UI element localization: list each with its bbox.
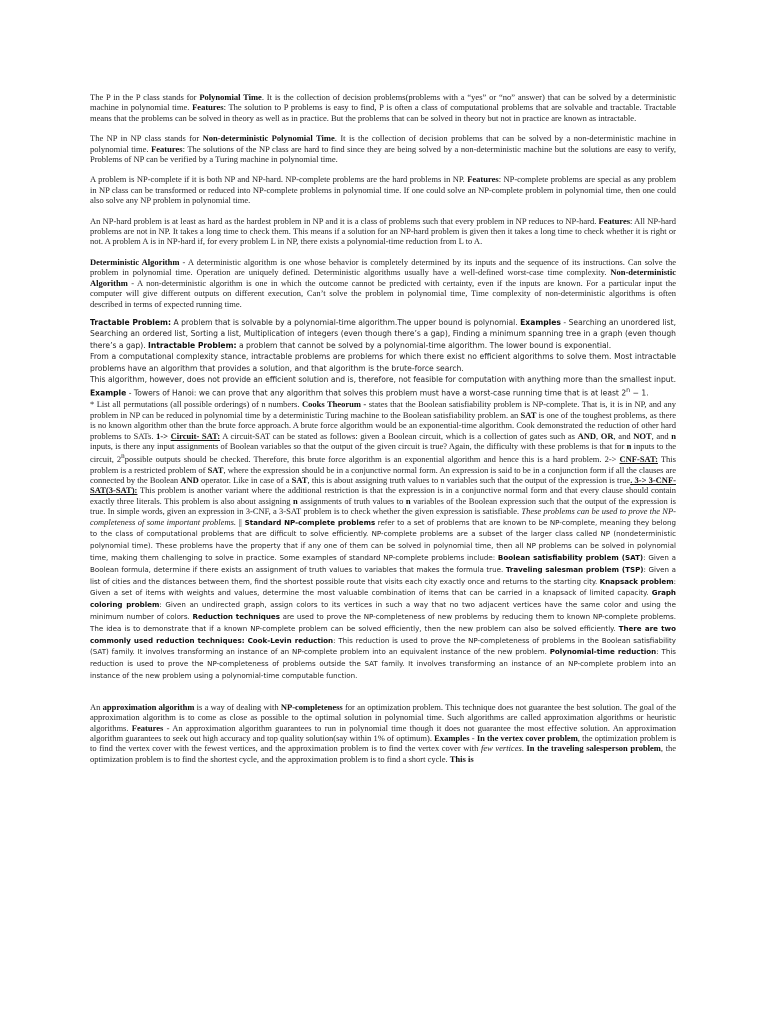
text-run: - <box>469 732 477 743</box>
text-run: is a way of dealing with <box>194 701 281 712</box>
text-run: assignments of truth values to <box>297 495 406 506</box>
text-run: , and <box>613 430 634 441</box>
text-run: This algorithm, however, does not provide an efficient solution and is, therefore, not feasible for computation with anything more than the smallest input. <box>90 374 676 384</box>
text-run: . It is the collection of decision problems(problems with a “yes” or “no” answer) that can be solved by a deterministic machine in polynomial time. <box>90 92 676 113</box>
exponent: n <box>626 387 631 395</box>
term-polynomial-reduction: Polynomial-time reduction <box>549 647 657 657</box>
term-sat: SAT <box>520 409 537 420</box>
term-non-deterministic-algorithm: Non-deterministic Algorithm <box>90 267 676 288</box>
text-run: This problem is a restricted problem of <box>90 454 676 475</box>
term-and: AND <box>180 474 199 485</box>
text-run: : The solution to P problems is easy to find, P is often a class of computational problems that are solvable and tractable. Tractable means that the problems can be solved in theory as well as in practice. But the problems that can be solved in theory but not in practice are known as intractable. <box>90 102 676 123</box>
text-run: : All NP-hard problems are not in NP. It takes a long time to check them. This means if a solution for an NP-hard problem is given then it takes a long time to check whether it is right or not. A problem A is in NP-hard if, for every problem L in NP, there exists a polynomial-time reduction from L to A. <box>90 215 676 247</box>
text-run: || <box>236 516 242 527</box>
text-run: : Given a Boolean formula, determine if there exists an assignment of truth values to variables that makes the formula true. <box>90 552 676 574</box>
term-n: n <box>293 495 298 506</box>
features-label: Features <box>192 102 224 113</box>
italic-term: few vertices <box>480 743 522 754</box>
term-graph-coloring: Graph coloring problem <box>90 588 676 610</box>
text-run: a problem that cannot be solved by a polynomial-time algorithm. The lower bound is exponential. <box>236 340 612 350</box>
term-polynomial-time: Polynomial Time <box>199 92 262 102</box>
text-run: , this is about assigning truth values to n variables such that the output of the expression is true <box>307 474 631 485</box>
text-run: A problem is NP-complete if it is both NP and NP-hard. NP-complete problems are the hard problems in NP. <box>90 174 468 185</box>
features-label: Features <box>467 174 499 185</box>
text-run: : This reduction is used to prove the NP-completeness of problems in the Boolean satisfiability (SAT) family. It involves transforming an instance of an NP-complete problem into an equivalent instance of the new problem. <box>90 635 676 657</box>
text-run: * List all permutations (all possible orderings) of n numbers. <box>90 399 302 410</box>
text-run: inputs, is there any input assignments of Boolean variables so that the output of the given circuit is true? Again, the difficulty with these problems is that for <box>90 440 627 451</box>
text-run: , the optimization problem is to find the vertex cover with the fewest vertices, and the approximation problem is to find the vertex cover with <box>90 732 676 754</box>
text-run: - A deterministic algorithm is one whose behavior is completely determined by its inputs and the sequence of its instructions. Can solve the problem in polynomial time. Operation are uniquely defined. Deterministic algorithms usually have a well-defined worst-case time complexity. <box>90 256 676 278</box>
term-vertex-cover: In the vertex cover problem <box>476 732 578 743</box>
term-intractable-problem: Intractable Problem: <box>148 340 237 350</box>
term-sat: SAT <box>207 464 224 475</box>
term-cooks-theorem: Cooks Theorum - <box>301 399 367 410</box>
term-np-time: Non-deterministic Polynomial Time <box>202 133 335 144</box>
text-run: , where the expression should be in a conjunctive normal form. An expression is said to be in a conjunction form if all the clauses are connected by the Boolean <box>90 464 676 485</box>
text-run: inputs to the circuit, 2 <box>90 440 676 465</box>
term-circuit-sat: Circuit- SAT: <box>170 430 221 441</box>
exponent: n <box>121 452 125 461</box>
text-run: : Given a list of cities and the distances between them, find the shortest possible route that visits each city exactly once and returns to the starting city. <box>90 564 676 586</box>
np-complete-paragraph <box>90 174 676 205</box>
term-deterministic-algorithm: Deterministic Algorithm <box>90 256 180 267</box>
text-run: : Given a set of items with weights and values, determine the most valuable combination of items that can be carried in a knapsack of limited capacity. <box>90 576 676 598</box>
text-run: are used to prove the NP-completeness of new problems by reducing them to known NP-complete problems. The idea is to demonstrate that if a known NP-complete problem can be solved efficiently, then the new problem can also be solved efficiently. <box>90 611 676 633</box>
term-n: n <box>405 495 411 506</box>
text-run: - An approximation algorithm guarantees to run in polynomial time though it does not guarantee the most effective solution. An approximation algorithm guarantees to seek out high accuracy and top quality solution(say within 1% of optimum). <box>90 722 677 743</box>
text-run: , and <box>651 430 672 441</box>
examples-label: Examples <box>520 317 561 327</box>
text-run: : This reduction is used to prove the NP-completeness of problems outside the SAT family. It involves transforming an instance of an NP-complete problem into an instance of the new problem using a polynomial-time computable function. <box>90 647 676 680</box>
term-and: AND <box>577 430 597 441</box>
list-marker: 1-> <box>156 430 171 441</box>
term-traveling-salesperson: In the traveling salesperson problem <box>526 743 661 754</box>
text-run: is one of the toughest problems, as there is no known algorithm other than the brute force approach. A brute force algorithm would be an exponential-time algorithm. Cook demonstrated the reduction of other hard problems to SATs. <box>90 409 676 441</box>
text-run: The NP in NP class stands for <box>90 133 203 144</box>
features-label: Features <box>151 143 183 154</box>
text-run: : Given an undirected graph, assign colors to its vertices in such a way that no two adjacent vertices have the same color and using the minimum number of colors. <box>90 600 676 621</box>
text-run: − 1. <box>630 388 649 398</box>
complexity-stance-paragraph: From a computational complexity stance, intractable problems are problems for which there exist no efficient algorithms to solve them. Most intractable problems have an algorithm that provides a solution, and that algorithm is the brute-force search. <box>90 352 676 373</box>
text-run: - Towers of Hanoi: we can prove that any algorithm that solves this problem must have a worst-case running time that is at least 2 <box>126 388 627 398</box>
approximation-paragraph <box>90 702 676 764</box>
term-cook-levin: There are two commonly used reduction techniques: Cook-Levin reduction <box>90 623 676 645</box>
text-run: . <box>521 743 527 754</box>
term-tractable-problem: Tractable Problem: <box>90 317 172 327</box>
term-n: n <box>671 430 677 441</box>
tractable-paragraph <box>90 317 676 351</box>
term-knapsack: Knapsack problem <box>599 576 674 586</box>
term-not: NOT <box>633 430 652 441</box>
term-cnf-sat: CNF-SAT: <box>619 454 658 465</box>
hanoi-paragraph <box>90 374 676 399</box>
deterministic-paragraph <box>90 257 676 309</box>
trailing-bold-text: This is <box>449 753 474 764</box>
text-run: , the optimization problem is to find the shortest cycle, and the approximation problem is to find a short cycle. <box>90 743 677 764</box>
example-label: Example <box>90 388 127 398</box>
text-run: An <box>90 701 103 712</box>
text-run: operator. Like in case of a <box>198 474 292 485</box>
text-run: . It is the collection of decision problems that can be solved by a non-deterministic machine in polynomial time. <box>90 133 676 154</box>
text-run: refer to a set of problems that are known to be NP-complete, meaning they belong to the class of computational problems that are difficult to solve efficiently. NP-complete problems are a subset of the larger class called NP (nondeterministic polynomial time). These problems have the property that if any one of them can be solved in polynomial time, then all NP problems can be solved in polynomial time, making them challenging to solve in practice. Some examples of standard NP-complete problems include: <box>90 517 676 562</box>
features-label: Features <box>598 215 631 226</box>
p-class-paragraph <box>90 92 676 123</box>
text-run: variables of the Boolean expression such that the output of the expression is true. In simple words, given an expression in 3-CNF, a 3-SAT problem is to check whether the given expression is satisfiable. <box>90 495 676 517</box>
text-run: A problem that is solvable by a polynomial-time algorithm.The upper bound is polynomial. <box>171 317 521 327</box>
term-approximation-algorithm: approximation algorithm <box>102 701 195 712</box>
text-run: : NP-complete problems are special as any problem in NP class can be transformed or reduced into NP-complete problems in polynomial time. If one could solve an NP-complete problem in polynomial time, then one could also solve any NP problem in polynomial time. <box>90 174 677 206</box>
term-3-cnf-sat: . 3-> 3-CNF-SAT(3-SAT): <box>90 474 676 496</box>
text-run: - A non-deterministic algorithm is one in which the outcome cannot be predicted with certainty, even if the inputs are known. For a particular input the computer will give different outputs on different execution, Can’t solve the problem in polynomial time, Time complexity of non-deterministic algorithms is often described in terms of expected running time. <box>90 277 676 309</box>
term-reduction-techniques: Reduction techniques <box>192 611 280 621</box>
text-run: This problem is another variant where the additional restriction is that the expression is in a conjunctive normal form and that every clause should contain exactly three literals. This problem is also about assigning <box>90 485 676 506</box>
np-class-paragraph <box>90 133 676 164</box>
examples-label: Examples <box>434 732 470 743</box>
text-run: : The solutions of the NP class are hard to find since they are being solved by a non-deterministic machine but the solutions are easy to verify, Problems of NP can be verified by a Turing machine in polynomial time. <box>90 143 677 165</box>
text-run: , <box>596 430 601 441</box>
text-run: for an optimization problem. This technique does not guarantee the best solution. The goal of the approximation algorithm is to come as close as possible to the optimal solution in polynomial time. Such algorithms are called approximation algorithms or heuristic algorithms. <box>90 701 676 733</box>
term-standard-np-complete: Standard NP-complete problems <box>241 517 376 527</box>
features-label: Features <box>131 722 164 733</box>
text-run: states that the Boolean satisfiability problem is NP-complete. That is, it is in NP, and any problem in NP can be reduced in polynomial time by a deterministic Turing machine to the Boolean satisfiability problem. an <box>90 399 677 420</box>
term-n: n <box>626 440 632 451</box>
text-run: possible outputs should be checked. Therefore, this brute force algorithm is an exponential algorithm and hence this is a hard problem. 2-> <box>124 454 620 465</box>
term-np-completeness: NP-completeness <box>280 701 343 712</box>
text-run: - Searching an unordered list, Searching an ordered list, Sorting a list, Multiplication of integers (even though there’s a gap), Finding a minimum spanning tree in a graph (even though there’s a gap). <box>90 317 677 350</box>
term-tsp: Traveling salesman problem (TSP) <box>505 564 644 574</box>
text-run: An NP-hard problem is at least as hard as the hardest problem in NP and it is a class of problems such that every problem in NP reduces to NP-hard. <box>90 215 599 226</box>
cook-theorem-paragraph <box>90 399 676 681</box>
term-sat: SAT <box>291 474 308 485</box>
text-run: A circuit-SAT can be stated as follows: given a Boolean circuit, which is a collection of gates such as <box>220 430 578 441</box>
np-hard-paragraph <box>90 216 676 247</box>
italic-note: These problems can be used to prove the NP-completeness of some important problems. <box>90 506 676 527</box>
term-sat-problem: Boolean satisfiability problem (SAT) <box>497 552 644 562</box>
term-or: OR <box>600 430 614 441</box>
text-run: The P in the P class stands for <box>90 92 200 102</box>
document-page <box>90 92 676 764</box>
